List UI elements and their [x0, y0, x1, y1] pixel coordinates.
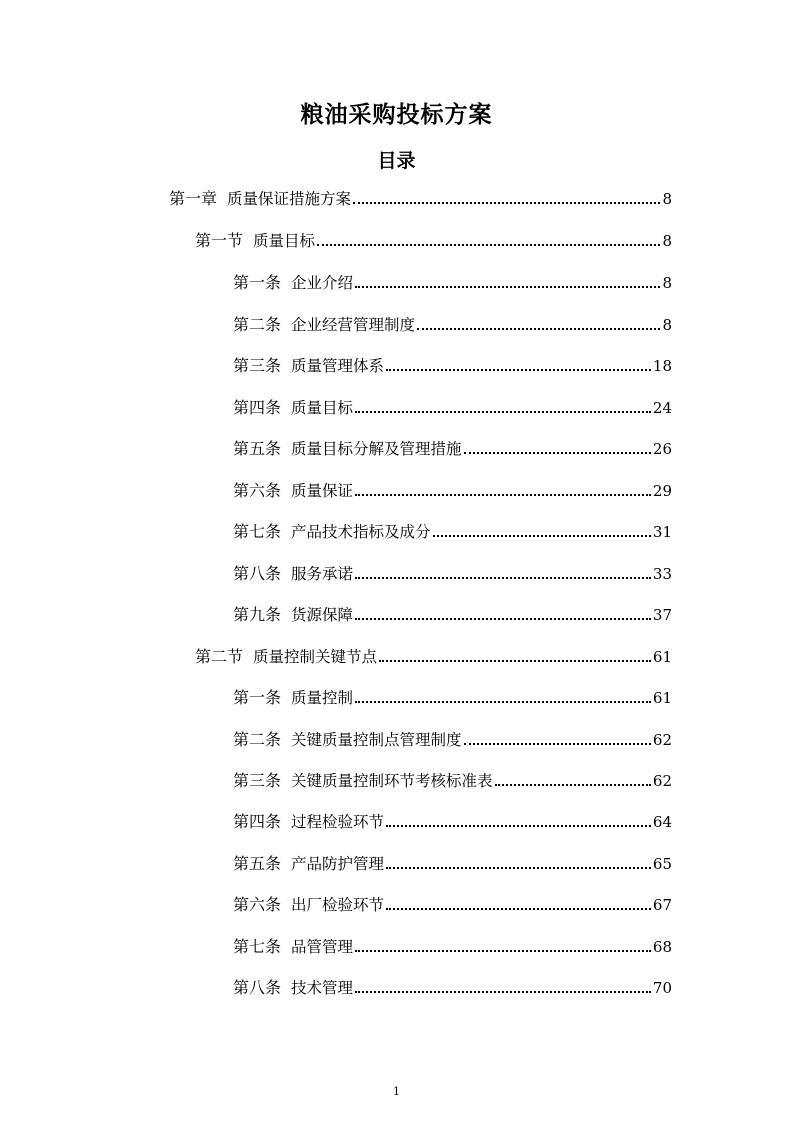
- dot-leader: [386, 867, 651, 869]
- toc-entry-article[interactable]: [233, 519, 672, 543]
- toc-entry-page: 70: [652, 979, 672, 997]
- toc-entry-number: 第七条: [233, 522, 282, 541]
- toc-entry-article[interactable]: [233, 602, 672, 626]
- dot-leader: [464, 452, 651, 454]
- toc-entry-chapter-1[interactable]: [169, 186, 672, 210]
- toc-entry-page: 61: [652, 648, 672, 666]
- toc-entry-heading: 关键质量控制环节考核标准表: [291, 772, 493, 790]
- toc-entry-number: 第一条: [233, 273, 282, 292]
- toc-entry-heading: 出厂检验环节: [291, 896, 385, 914]
- toc-entry-heading: 技术管理: [291, 979, 354, 997]
- toc-entry-heading: 关键质量控制点管理制度: [291, 731, 462, 749]
- toc-entry-heading: 质量目标: [291, 399, 354, 417]
- toc-entry-heading: 过程检验环节: [291, 813, 385, 831]
- toc-entry-heading: 产品防护管理: [291, 855, 385, 873]
- toc-entry-number: 第二条: [233, 315, 282, 334]
- dot-leader: [355, 411, 651, 413]
- toc-entry-number: 第一条: [233, 688, 282, 707]
- toc-heading: 目录: [377, 150, 416, 172]
- toc-entry-article[interactable]: [233, 934, 672, 958]
- toc-entry-page: 29: [652, 482, 672, 500]
- toc-entry-page: 65: [652, 855, 672, 873]
- dot-leader: [353, 202, 660, 204]
- toc-entry-page: 24: [652, 399, 672, 417]
- toc-entry-number: 第二节: [195, 647, 244, 666]
- toc-entry-page: 18: [652, 357, 672, 375]
- toc-entry-heading: 品管管理: [291, 938, 354, 956]
- toc-entry-page: 8: [662, 190, 672, 208]
- toc-entry-number: 第六条: [233, 895, 282, 914]
- dot-leader: [386, 825, 651, 827]
- dot-leader: [355, 701, 651, 703]
- toc-entry-article[interactable]: [233, 809, 672, 833]
- toc-entry-article[interactable]: [233, 436, 672, 460]
- toc-entry-article[interactable]: [233, 851, 672, 875]
- dot-leader: [355, 577, 651, 579]
- toc-entry-article[interactable]: [233, 685, 672, 709]
- toc-entry-page: 26: [652, 440, 672, 458]
- toc-entry-number: 第六条: [233, 481, 282, 500]
- toc-entry-heading: 货源保障: [291, 606, 354, 624]
- toc-entry-number: 第五条: [233, 854, 282, 873]
- toc-entry-heading: 产品技术指标及成分: [291, 523, 431, 541]
- dot-leader: [417, 328, 660, 330]
- toc-entry-page: 33: [652, 565, 672, 583]
- toc-entry-page: 31: [652, 523, 672, 541]
- toc-entry-page: 8: [662, 232, 672, 250]
- dot-leader: [386, 908, 651, 910]
- dot-leader: [355, 991, 651, 993]
- toc-entry-article[interactable]: [233, 312, 672, 336]
- toc-entry-page: 37: [652, 606, 672, 624]
- toc-entry-number: 第七条: [233, 937, 282, 956]
- toc-entry-section-2[interactable]: [195, 644, 672, 668]
- toc-entry-article[interactable]: [233, 727, 672, 751]
- toc-entry-number: 第四条: [233, 812, 282, 831]
- toc-entry-heading: 质量管理体系: [291, 357, 385, 375]
- toc-entry-article[interactable]: [233, 768, 672, 792]
- toc-entry-article[interactable]: [233, 561, 672, 585]
- toc-entry-heading: 企业经营管理制度: [291, 316, 416, 334]
- toc-entry-article[interactable]: [233, 270, 672, 294]
- toc-entry-number: 第八条: [233, 978, 282, 997]
- dot-leader: [379, 660, 651, 662]
- toc-entry-heading: 质量控制关键节点: [253, 648, 378, 666]
- toc-entry-number: 第四条: [233, 398, 282, 417]
- toc-entry-page: 62: [652, 731, 672, 749]
- dot-leader: [464, 743, 651, 745]
- document-title: 粮油采购投标方案: [300, 102, 493, 128]
- toc-entry-article[interactable]: [233, 478, 672, 502]
- dot-leader: [355, 618, 651, 620]
- toc-entry-article[interactable]: [233, 975, 672, 999]
- toc-entry-number: 第九条: [233, 605, 282, 624]
- toc-entry-page: 62: [652, 772, 672, 790]
- dot-leader: [355, 494, 651, 496]
- toc-entry-number: 第三条: [233, 771, 282, 790]
- toc-entry-heading: 质量控制: [291, 689, 354, 707]
- toc-entry-heading: 质量目标分解及管理措施: [291, 440, 462, 458]
- toc-entry-number: 第二条: [233, 730, 282, 749]
- toc-entry-page: 64: [652, 813, 672, 831]
- toc-entry-page: 8: [662, 274, 672, 292]
- toc-entry-section-1[interactable]: [195, 228, 672, 252]
- toc-entry-number: 第一节: [195, 231, 244, 250]
- toc-entry-heading: 服务承诺: [291, 565, 354, 583]
- toc-entry-page: 61: [652, 689, 672, 707]
- dot-leader: [433, 535, 651, 537]
- toc-entry-heading: 质量保证: [291, 482, 354, 500]
- toc-entry-number: 第三条: [233, 356, 282, 375]
- toc-entry-page: 8: [662, 316, 672, 334]
- toc-entry-article[interactable]: [233, 395, 672, 419]
- dot-leader: [386, 369, 651, 371]
- dot-leader: [355, 286, 660, 288]
- dot-leader: [495, 784, 651, 786]
- toc-entry-number: 第八条: [233, 564, 282, 583]
- toc-entry-heading: 质量保证措施方案: [227, 190, 352, 208]
- dot-leader: [317, 244, 660, 246]
- toc-entry-article[interactable]: [233, 353, 672, 377]
- toc-entry-article[interactable]: [233, 892, 672, 916]
- dot-leader: [355, 950, 651, 952]
- toc-entry-page: 67: [652, 896, 672, 914]
- toc-entry-heading: 企业介绍: [291, 274, 354, 292]
- toc-entry-page: 68: [652, 938, 672, 956]
- page-number: 1: [393, 1085, 400, 1098]
- toc-entry-heading: 质量目标: [253, 232, 316, 250]
- toc-entry-number: 第五条: [233, 439, 282, 458]
- toc-entry-number: 第一章: [169, 189, 218, 208]
